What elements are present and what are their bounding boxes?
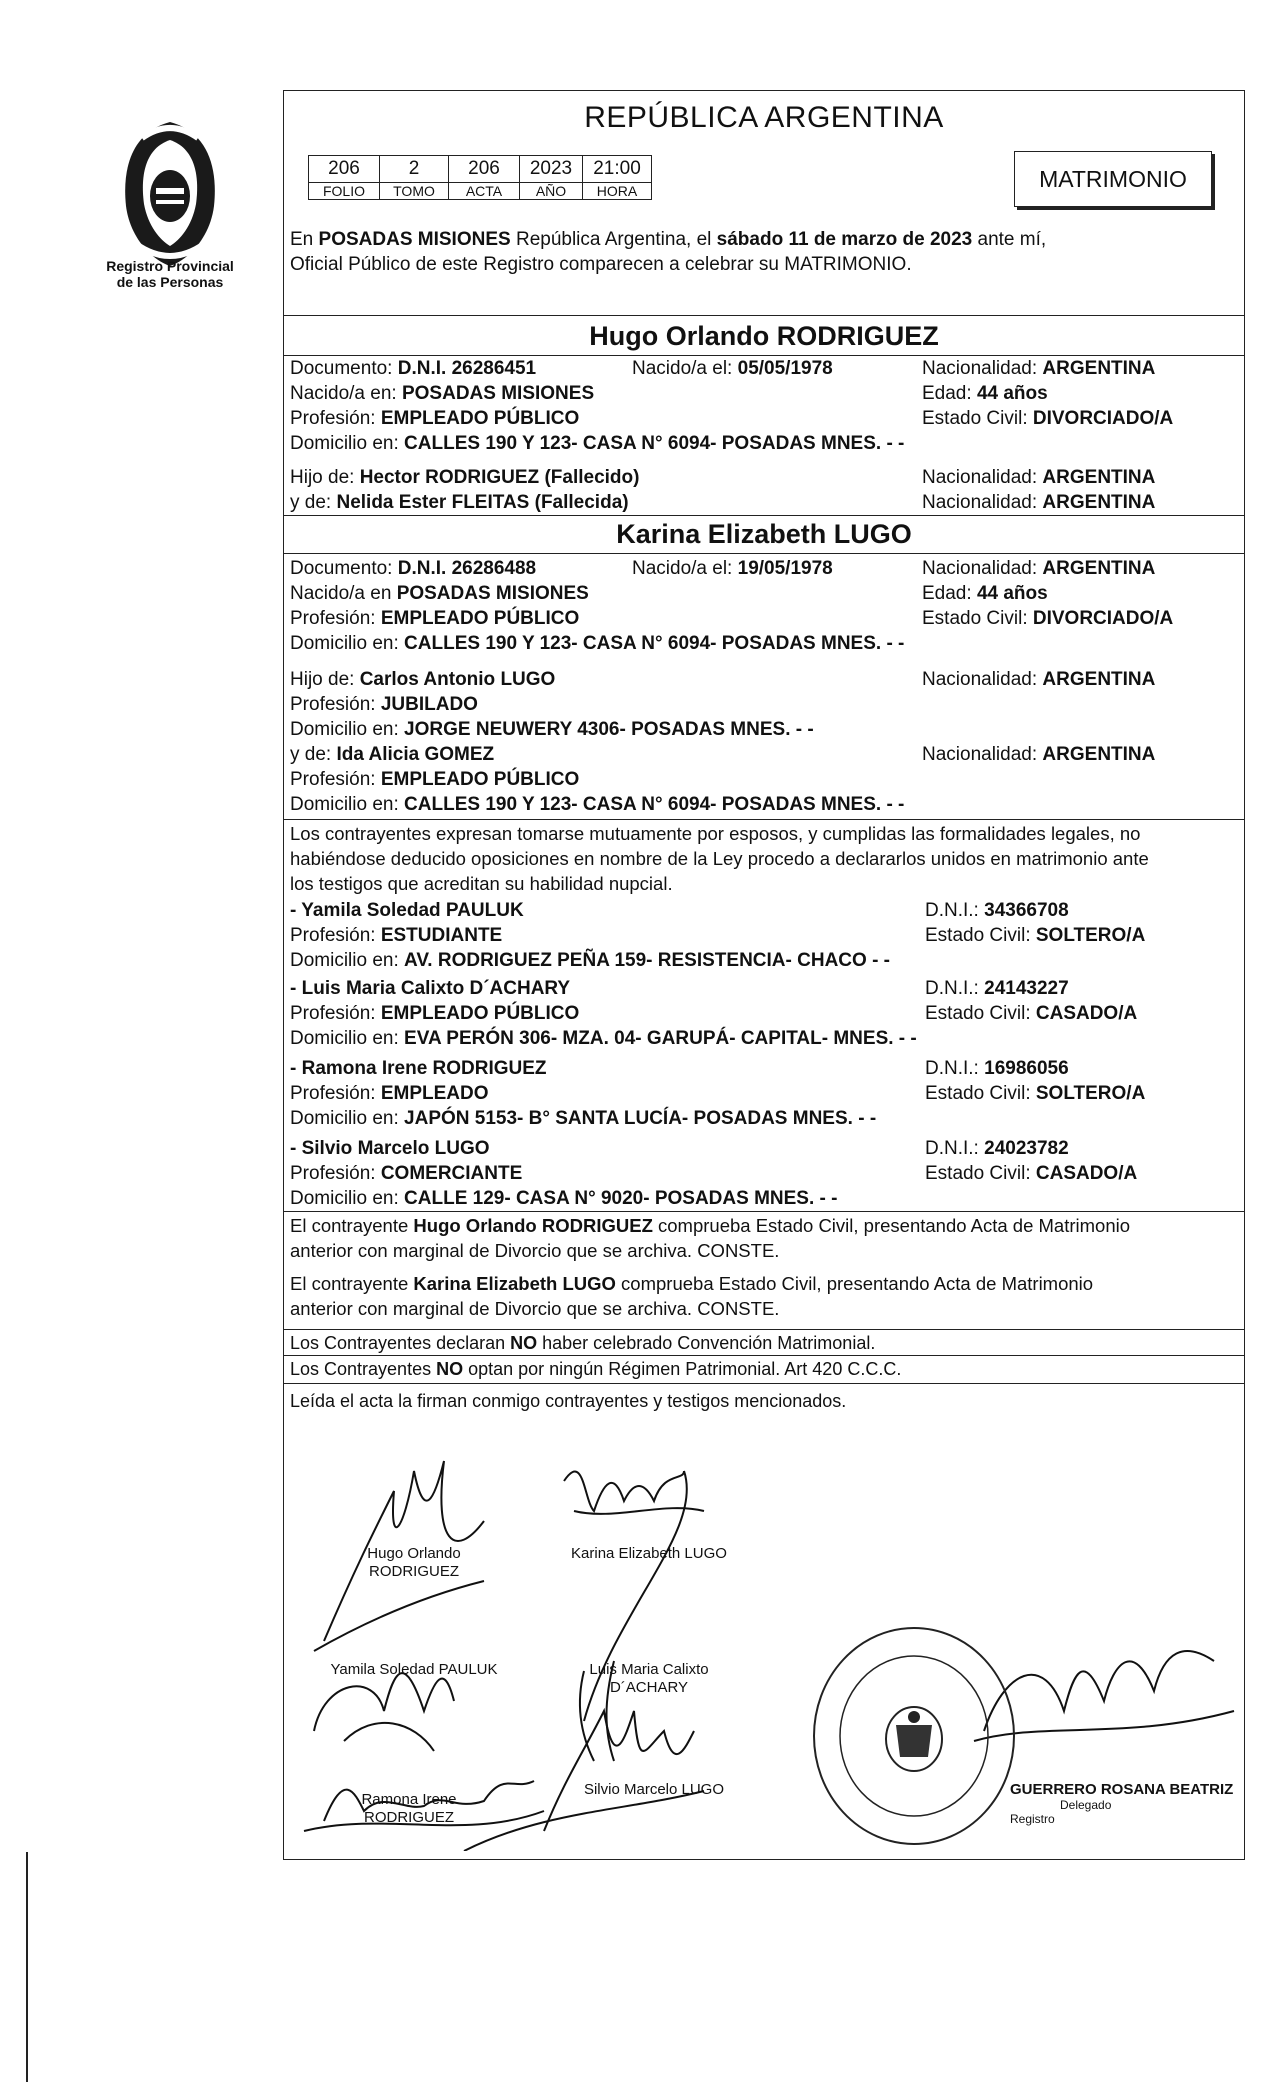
signature-hugo-line1: Hugo Orlando [367,1545,461,1562]
declaration-paragraph [290,821,1238,896]
spouse2-row-mother-addr: Domicilio en: CALLES 190 Y 123- CASA N° 6094- POSADAS MNES. - - [290,794,905,815]
witness2-row-name: - Luis Maria Calixto D´ACHARY D.N.I.: 24143227 [290,978,1069,999]
witness4-row-name: - Silvio Marcelo LUGO D.N.I.: 24023782 [290,1138,1069,1159]
acta-value: 206 [449,156,520,183]
tomo-value: 2 [380,156,449,183]
officer-title: Delegado [1060,1798,1112,1812]
signature-silvio-line1: Silvio Marcelo LUGO [583,1781,725,1798]
logo-caption-line2: de las Personas [116,274,224,290]
signature-yamila [304,1661,524,1679]
closing-text: Leída el acta la firman conmigo contrayentes y testigos mencionados. [290,1391,847,1411]
seal-icon [112,118,228,268]
note2-line1: El contrayente Karina Elizabeth LUGO comprueba Estado Civil, presentando Acta de Matrimonio [290,1273,1094,1294]
witness2-row-addr: Domicilio en: EVA PERÓN 306- MZA. 04- GARUPÁ- CAPITAL- MNES. - - [290,1028,917,1049]
registry-labels-row [309,183,652,200]
folio-value: 206 [309,156,380,183]
spouse2-name: Karina Elizabeth LUGO [616,519,912,549]
signature-ramona-line1: Ramona Irene [361,1791,457,1808]
document-title: REPÚBLICA ARGENTINA [584,101,944,134]
spouse2-row-doc: Documento: D.N.I. 26286488 Nacido/a el: 19/05/1978 Nacionalidad: ARGENTINA [290,558,1156,579]
official-stamp-icon [804,1621,1024,1851]
note2-paragraph [290,1271,1238,1321]
acta-label: ACTA [449,183,520,200]
intro-line2: Oficial Público de este Registro comparecen a celebrar su MATRIMONIO. [290,254,912,275]
witness3-row-addr: Domicilio en: JAPÓN 5153- B° SANTA LUCÍA- POSADAS MNES. - - [290,1108,877,1129]
spouse1-row-place: Nacido/a en: POSADAS MISIONES Edad: 44 años [290,383,1048,404]
signature-luis-line2: D´ACHARY [609,1679,689,1696]
spouse2-row-father: Hijo de: Carlos Antonio LUGO Nacionalidad: ARGENTINA [290,669,1156,690]
witness3-row-name: - Ramona Irene RODRIGUEZ D.N.I.: 16986056 [290,1058,1069,1079]
officer-name: GUERRERO ROSANA BEATRIZ [1010,1781,1234,1798]
spouse2-row-father-addr: Domicilio en: JORGE NEUWERY 4306- POSADAS MNES. - - [290,719,814,740]
spouse1-row-father: Hijo de: Hector RODRIGUEZ (Fallecido) Nacionalidad: ARGENTINA [290,467,1156,488]
signature-hugo [324,1545,504,1581]
act-type-box: MATRIMONIO [1014,151,1212,207]
regime-line1: Los Contrayentes declaran NO haber celebrado Convención Matrimonial. [290,1333,876,1353]
regime-line2: Los Contrayentes NO optan por ningún Régimen Patrimonial. Art 420 C.C.C. [290,1359,902,1379]
declaration-line3: los testigos que acreditan su habilidad nupcial. [290,873,673,894]
witness1-row-name: - Yamila Soledad PAULUK D.N.I.: 34366708 [290,900,1069,921]
hour-label: HORA [583,183,652,200]
tomo-label: TOMO [380,183,449,200]
spouse2-row-prof: Profesión: EMPLEADO PÚBLICO Estado Civil: DIVORCIADO/A [290,608,1174,629]
intro-line1: En POSADAS MISIONES República Argentina, el sábado 11 de marzo de 2023 ante mí, [290,229,1047,250]
spouse1-row-mother: y de: Nelida Ester FLEITAS (Fallecida) Nacionalidad: ARGENTINA [290,492,1156,513]
officer-stamp [1010,1781,1246,1826]
signature-hugo-line2: RODRIGUEZ [369,1563,459,1580]
spouse1-row-prof: Profesión: EMPLEADO PÚBLICO Estado Civil: DIVORCIADO/A [290,408,1174,429]
signature-silvio [554,1781,754,1799]
signature-yamila-line1: Yamila Soledad PAULUK [330,1661,498,1678]
intro-paragraph [290,227,1238,277]
hour-value: 21:00 [583,156,652,183]
year-value: 2023 [520,156,583,183]
folio-label: FOLIO [309,183,380,200]
witness4-row-prof: Profesión: COMERCIANTE Estado Civil: CASADO/A [290,1163,1138,1184]
witness4-row-addr: Domicilio en: CALLE 129- CASA N° 9020- POSADAS MNES. - - [290,1188,838,1209]
registry-table [308,155,652,200]
spouse1-row-addr: Domicilio en: CALLES 190 Y 123- CASA N° 6094- POSADAS MNES. - - [290,433,905,454]
declaration-line2: habiéndose deducido oposiciones en nombre de la Ley procedo a declararlos unidos en matrimonio ante [290,848,1149,869]
witness1-row-prof: Profesión: ESTUDIANTE Estado Civil: SOLTERO/A [290,925,1146,946]
spouse1-name: Hugo Orlando RODRIGUEZ [589,321,939,351]
marriage-certificate [283,90,1245,1860]
officer-registry: Registro [1010,1812,1055,1826]
year-label: AÑO [520,183,583,200]
note1-line1: El contrayente Hugo Orlando RODRIGUEZ comprueba Estado Civil, presentando Acta de Matrimonio [290,1215,1131,1236]
spouse2-row-place: Nacido/a en POSADAS MISIONES Edad: 44 años [290,583,1048,604]
signature-karina [534,1545,764,1563]
margin-line [26,1852,28,2082]
signature-luis [564,1661,734,1697]
note1-paragraph [290,1213,1238,1263]
logo-caption [92,258,248,290]
witness1-row-addr: Domicilio en: AV. RODRIGUEZ PEÑA 159- RESISTENCIA- CHACO - - [290,950,891,971]
witness2-row-prof: Profesión: EMPLEADO PÚBLICO Estado Civil: CASADO/A [290,1003,1138,1024]
spouse2-row-mother-prof: Profesión: EMPLEADO PÚBLICO [290,769,580,790]
registry-logo [112,118,228,268]
signature-ramona [324,1791,494,1827]
spouse2-row-mother: y de: Ida Alicia GOMEZ Nacionalidad: ARGENTINA [290,744,1156,765]
note1-line2: anterior con marginal de Divorcio que se archiva. CONSTE. [290,1240,780,1261]
logo-caption-line1: Registro Provincial [106,258,234,274]
signature-ramona-line2: RODRIGUEZ [364,1809,454,1826]
spouse2-row-father-prof: Profesión: JUBILADO [290,694,478,715]
note2-line2: anterior con marginal de Divorcio que se archiva. CONSTE. [290,1298,780,1319]
signature-karina-line1: Karina Elizabeth LUGO [571,1545,727,1562]
registry-values-row [309,156,652,183]
spouse2-row-addr: Domicilio en: CALLES 190 Y 123- CASA N° 6094- POSADAS MNES. - - [290,633,905,654]
signature-luis-line1: Luis Maria Calixto [589,1661,709,1678]
declaration-line1: Los contrayentes expresan tomarse mutuamente por esposos, y cumplidas las formalidades legales, no [290,823,1141,844]
spouse1-row-doc: Documento: D.N.I. 26286451 Nacido/a el: 05/05/1978 Nacionalidad: ARGENTINA [290,358,1156,379]
witness3-row-prof: Profesión: EMPLEADO Estado Civil: SOLTERO/A [290,1083,1146,1104]
